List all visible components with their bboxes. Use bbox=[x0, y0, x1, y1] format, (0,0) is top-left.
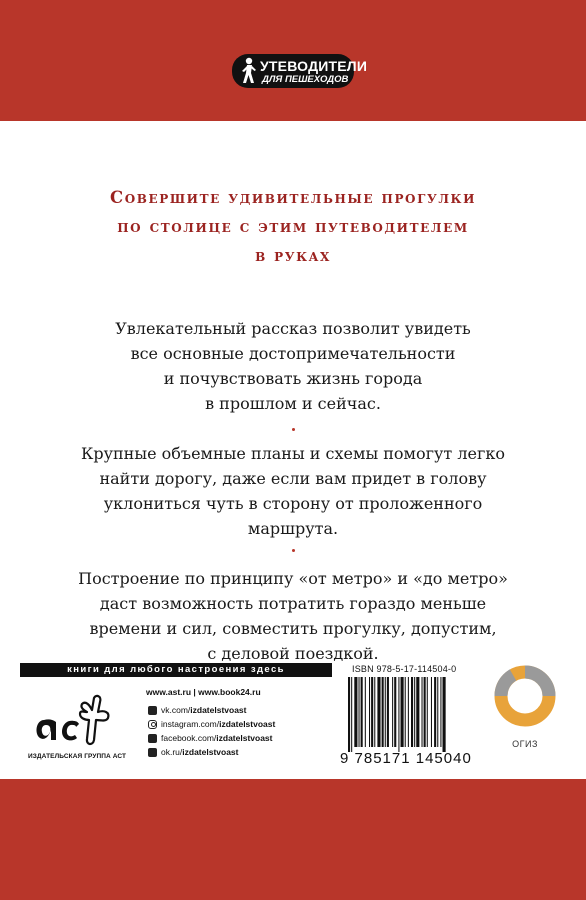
barcode-bar bbox=[348, 677, 350, 752]
barcode-bar bbox=[424, 677, 426, 747]
paragraph-line: времени и сил, совместить прогулку, допустим, bbox=[89, 619, 497, 638]
odnoklassniki-icon bbox=[148, 748, 157, 757]
social-links bbox=[148, 703, 275, 759]
social-handle: izdatelstvoast bbox=[182, 747, 239, 757]
bottom-color-band bbox=[0, 779, 586, 900]
social-link-facebook bbox=[148, 731, 275, 745]
publisher-tagline: книги для любого настроения здесь bbox=[20, 663, 332, 677]
barcode-bar bbox=[392, 677, 393, 747]
publisher-name: ИЗДАТЕЛЬСКАЯ ГРУППА АСТ bbox=[27, 753, 127, 760]
barcode-bar bbox=[427, 677, 428, 747]
headline-line: по столице с этим путеводителем bbox=[117, 217, 469, 236]
social-link-odnoklassniki bbox=[148, 745, 275, 759]
paragraph-line: в прошлом и сейчас. bbox=[205, 394, 381, 413]
paragraph-line: все основные достопримечательности bbox=[130, 344, 456, 363]
social-handle: izdatelstvoast bbox=[219, 719, 276, 729]
barcode-bar bbox=[398, 677, 399, 752]
barcode-bar bbox=[387, 677, 389, 747]
paragraph-line: Крупные объемные планы и схемы помогут легко bbox=[80, 444, 506, 463]
barcode-bar bbox=[408, 677, 409, 747]
paragraph-line: уклониться чуть в сторону от проложенного bbox=[103, 494, 483, 513]
headline bbox=[40, 183, 546, 270]
social-prefix: ok.ru/ bbox=[161, 747, 183, 757]
description-paragraph-3 bbox=[40, 566, 546, 666]
paragraph-line: маршрута. bbox=[247, 519, 339, 538]
barcode-bar bbox=[385, 677, 386, 747]
barcode-bar bbox=[354, 677, 357, 747]
paragraph-line: найти дорогу, даже если вам придет в голову bbox=[99, 469, 487, 488]
barcode bbox=[344, 677, 474, 752]
barcode-bar bbox=[437, 677, 438, 747]
description-paragraph-1 bbox=[40, 316, 546, 416]
social-prefix: facebook.com/ bbox=[161, 733, 217, 743]
barcode-bar bbox=[401, 677, 404, 747]
instagram-icon bbox=[148, 720, 157, 729]
walking-person-icon bbox=[238, 57, 260, 85]
barcode-digits: 9 785171 145040 bbox=[340, 750, 472, 767]
barcode-bar bbox=[411, 677, 413, 747]
facebook-icon bbox=[148, 734, 157, 743]
barcode-bar bbox=[351, 677, 352, 752]
paragraph-line: и почувствовать жизнь города bbox=[163, 369, 423, 388]
paragraph-line: с деловой поездкой. bbox=[207, 644, 379, 663]
headline-line: в руках bbox=[255, 246, 331, 265]
vk-icon bbox=[148, 706, 157, 715]
headline-line: Совершите удивительные прогулки bbox=[109, 188, 477, 207]
social-prefix: instagram.com/ bbox=[161, 719, 220, 729]
barcode-bar bbox=[422, 677, 423, 747]
barcode-bar bbox=[361, 677, 363, 747]
barcode-bar bbox=[365, 677, 366, 747]
series-badge bbox=[232, 54, 368, 88]
social-link-instagram bbox=[148, 717, 275, 731]
social-handle: izdatelstvoast bbox=[216, 733, 273, 743]
ogiz-logo bbox=[493, 664, 557, 728]
barcode-bar bbox=[359, 677, 360, 747]
barcode-bar bbox=[394, 677, 396, 747]
social-handle: izdatelstvoast bbox=[190, 705, 247, 715]
ast-logo bbox=[30, 690, 120, 750]
paragraph-line: Построение по принципу «от метро» и «до метро» bbox=[78, 569, 508, 588]
social-link-vk bbox=[148, 703, 275, 717]
barcode-bar bbox=[369, 677, 370, 747]
barcode-bar bbox=[405, 677, 406, 747]
barcode-bar bbox=[443, 677, 446, 752]
barcode-bar bbox=[374, 677, 375, 747]
barcode-bar bbox=[440, 677, 441, 747]
ogiz-imprint-name: ОГИЗ bbox=[512, 739, 538, 749]
barcode-bar bbox=[382, 677, 384, 747]
website-links: www.ast.ru | www.book24.ru bbox=[146, 687, 261, 697]
barcode-bar bbox=[377, 677, 380, 747]
series-subtitle: ДЛЯ ПЕШЕХОДОВ bbox=[262, 74, 349, 85]
series-title: УТЕВОДИТЕЛИ bbox=[260, 58, 368, 74]
barcode-bar bbox=[434, 677, 436, 747]
barcode-bar bbox=[416, 677, 419, 747]
barcode-bar bbox=[371, 677, 373, 747]
isbn-number: ISBN 978-5-17-114504-0 bbox=[352, 664, 457, 674]
social-prefix: vk.com/ bbox=[161, 705, 191, 715]
paragraph-line: Увлекательный рассказ позволит увидеть bbox=[115, 319, 471, 338]
paragraph-line: даст возможность потратить гораздо меньше bbox=[99, 594, 487, 613]
barcode-bar bbox=[431, 677, 432, 747]
barcode-bar bbox=[414, 677, 415, 747]
description-paragraph-2 bbox=[40, 441, 546, 541]
separator-dot bbox=[292, 549, 295, 552]
separator-dot bbox=[292, 428, 295, 431]
